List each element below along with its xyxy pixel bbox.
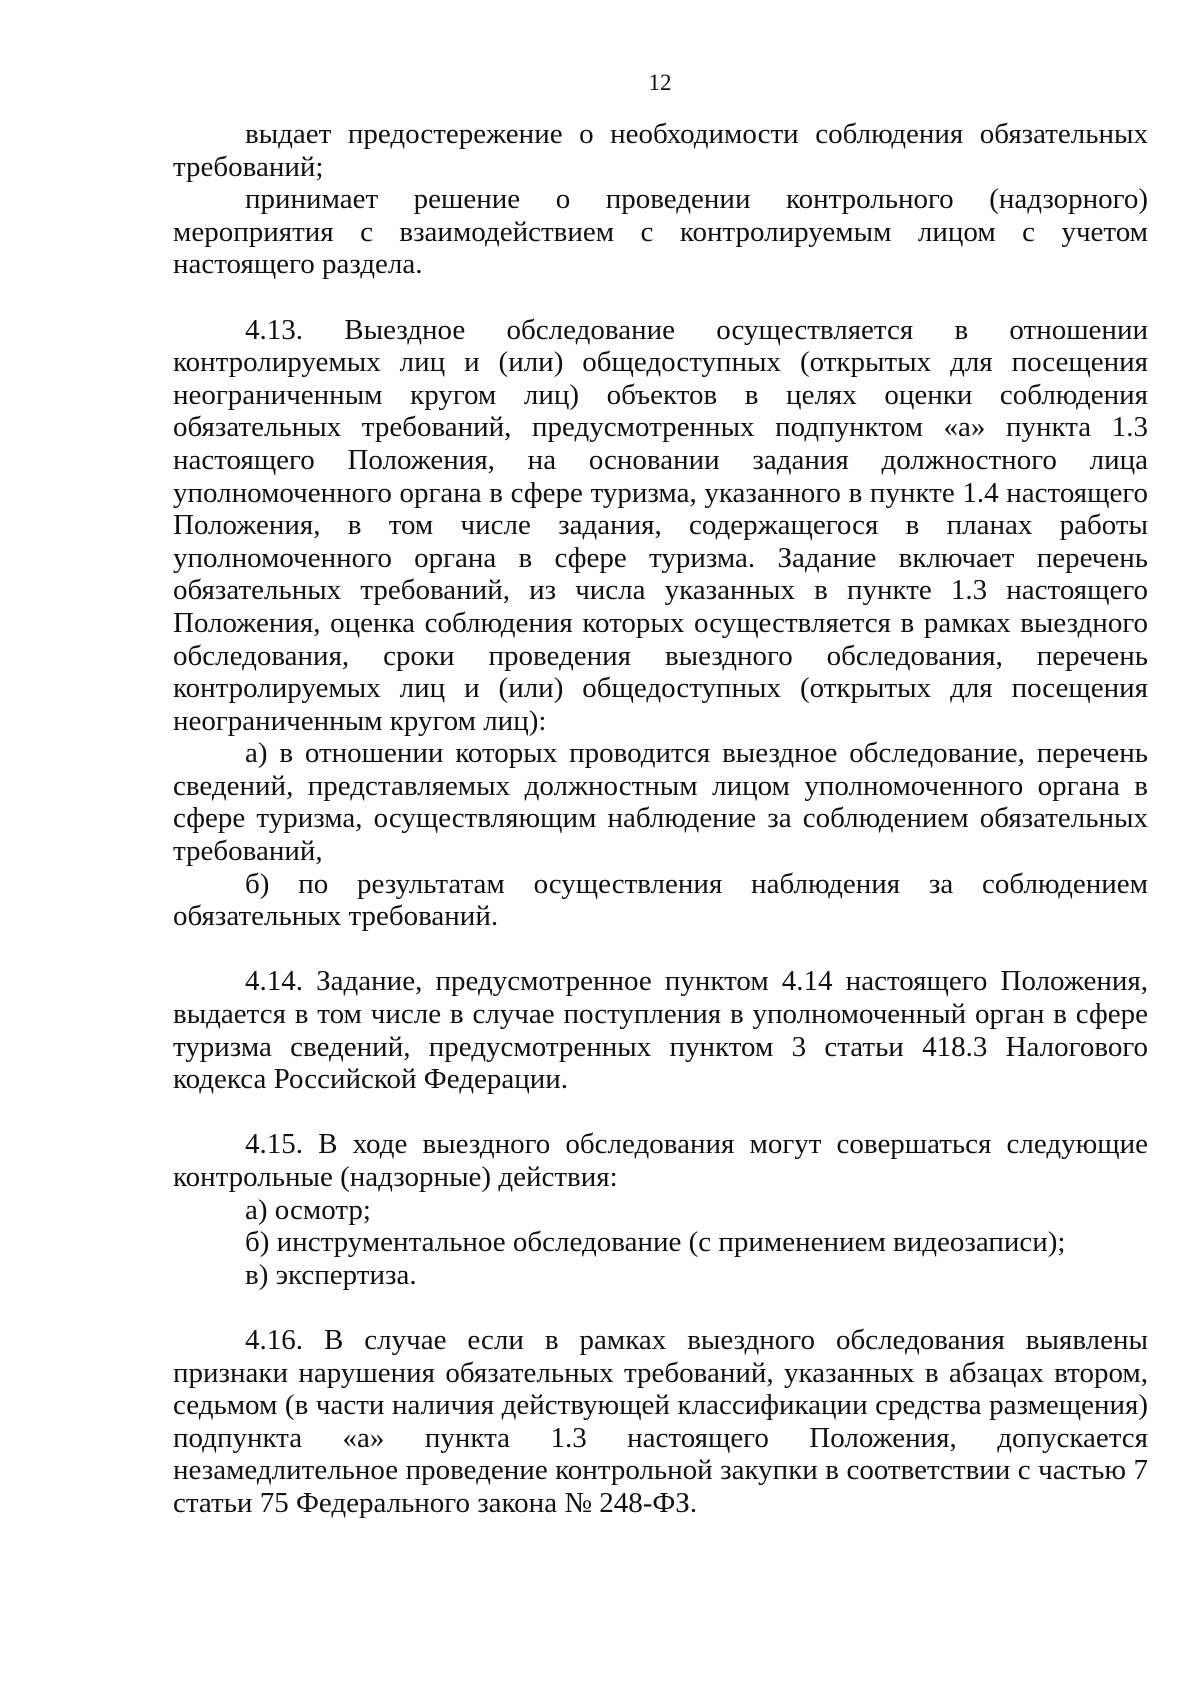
list-item-expertise: в) экспертиза.: [245, 1258, 417, 1291]
paragraph-4-13-b: б) по результатам осуществления наблюдения за соблюдением обязательных требований.: [173, 867, 1148, 933]
paragraph-4-15: 4.15. В ходе выездного обследования могут совершаться следующие контрольные (надзорные) действия:: [173, 1128, 1148, 1193]
paragraph-4-13-a: а) в отношении которых проводится выездное обследование, перечень сведений, представляемых должностным лицом уполномоченного органа в сфере туризма, осуществляющим наблюдение за соблюдением обязательных требований,: [173, 737, 1148, 868]
paragraph-decision: принимает решение о проведении контрольного (надзорного) мероприятия с взаимодействием с контролируемым лицом с учетом настоящего раздела.: [173, 183, 1148, 281]
paragraph-4-14: 4.14. Задание, предусмотренное пунктом 4.14 настоящего Положения, выдается в том числе в случае поступления в уполномоченный орган в сфере туризма сведений, предусмотренных пунктом 3 статьи 418.3 Налогового кодекса Российской Федерации.: [173, 965, 1148, 1096]
list-item-inspection: а) осмотр;: [245, 1193, 371, 1226]
paragraph-4-16: 4.16. В случае если в рамках выездного обследования выявлены признаки нарушения обязательных требований, указанных в абзацах втором, седьмом (в части наличия действующей классификации средства размещения) подпункта «а» пункта 1.3 настоящего Положения, допускается незамедлительное проведение контрольной закупки в соответствии с частью 7 статьи 75 Федерального закона № 248-ФЗ.: [173, 1323, 1148, 1519]
paragraph-gap: [173, 281, 1148, 314]
paragraph-gap: [173, 933, 1148, 966]
list-item-instrumental: б) инструментальное обследование (с применением видеозаписи);: [245, 1226, 1066, 1259]
paragraph-gap: [173, 1096, 1148, 1129]
paragraph-4-13: 4.13. Выездное обследование осуществляется в отношении контролируемых лиц и (или) общедоступных (открытых для посещения неограниченным кругом лиц) объектов в целях оценки соблюдения обязательных требований, предусмотренных подпунктом «а» пункта 1.3 настоящего Положения, на основании задания должностного лица уполномоченного органа в сфере туризма, указанного в пункте 1.4 настоящего Положения, в том числе задания, содержащегося в планах работы уполномоченного органа в сфере туризма. Задание включает перечень обязательных требований, из числа указанных в пункте 1.3 настоящего Положения, оценка соблюдения которых осуществляется в рамках выездного обследования, сроки проведения выездного обследования, перечень контролируемых лиц и (или) общедоступных (открытых для посещения неограниченным кругом лиц):: [173, 313, 1148, 737]
paragraph-warning: выдает предостережение о необходимости соблюдения обязательных требований;: [173, 118, 1148, 183]
paragraph-gap: [173, 1291, 1148, 1324]
document-body: [173, 118, 1148, 1520]
page-number: 12: [648, 70, 672, 95]
